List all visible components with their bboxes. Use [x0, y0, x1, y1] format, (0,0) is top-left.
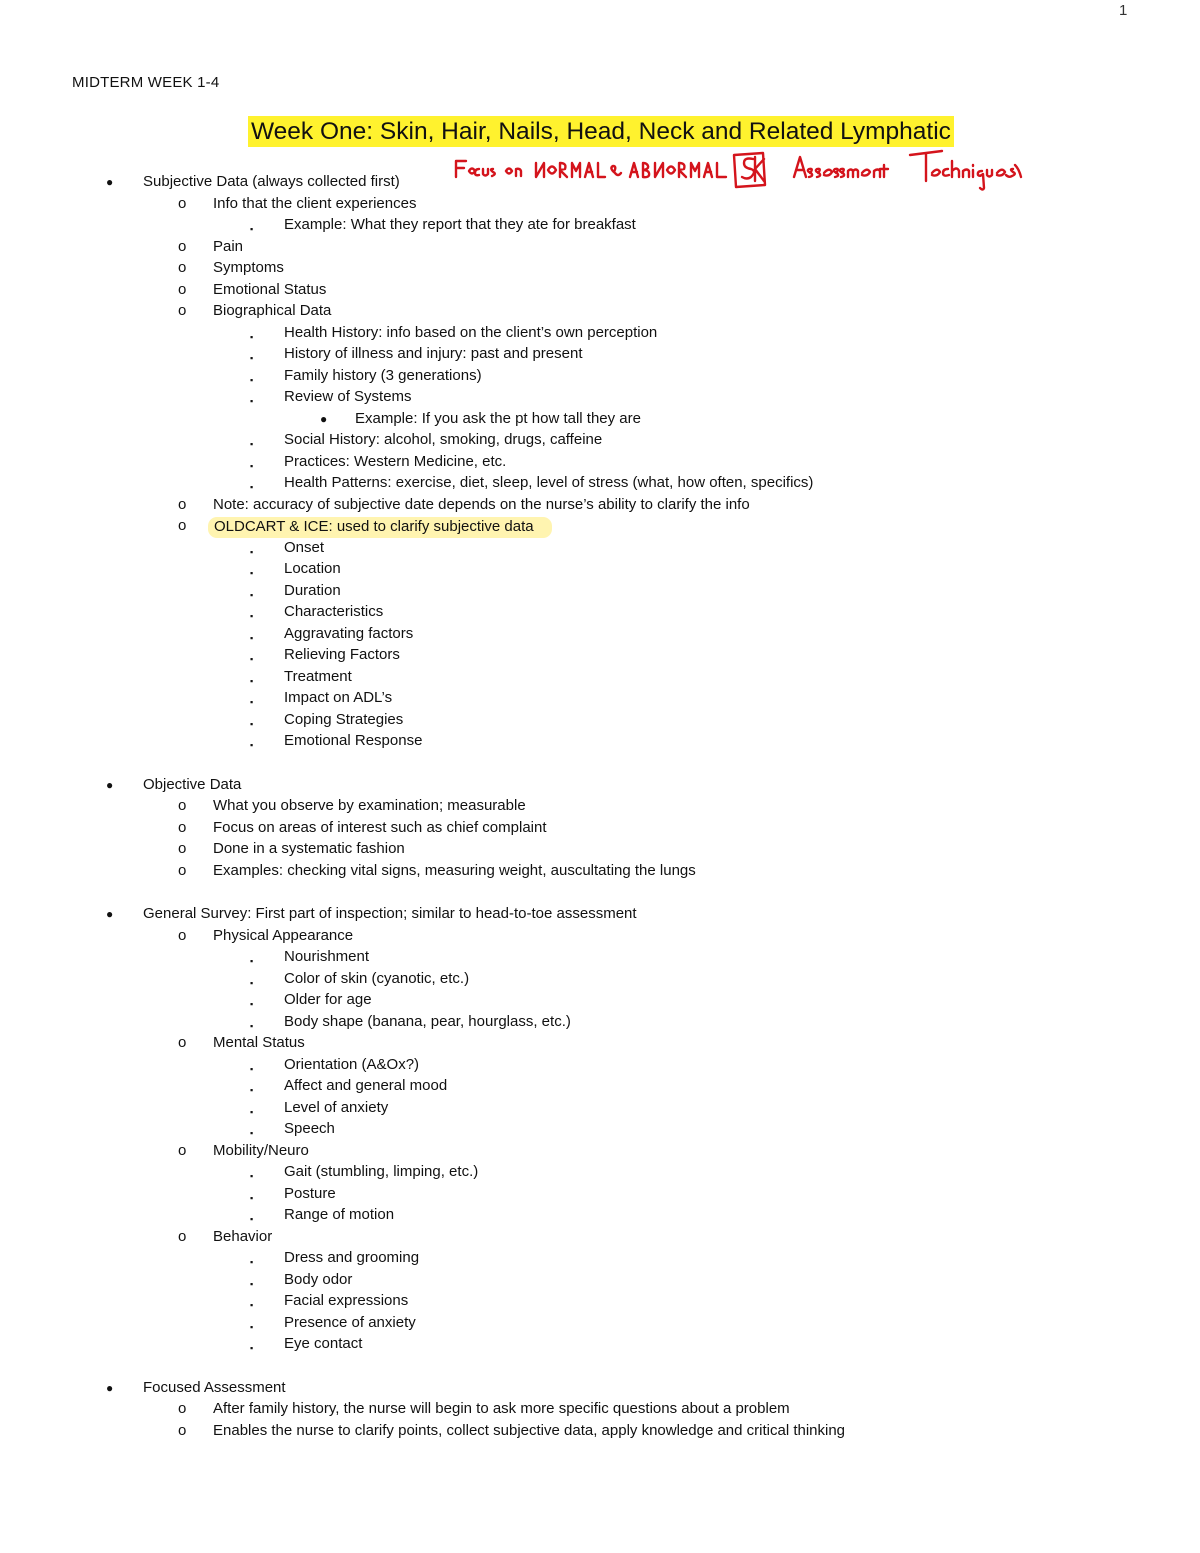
circle-bullet-icon: o — [178, 797, 187, 814]
page-title: Week One: Skin, Hair, Nails, Head, Neck and Related Lymphatic — [248, 116, 954, 147]
circle-bullet-icon: o — [178, 862, 187, 879]
square-bullet-icon: ▪ — [250, 978, 254, 988]
page-number: 1 — [1119, 2, 1128, 19]
highlighted-item-text: OLDCART & ICE: used to clarify subjective data — [208, 517, 552, 538]
square-bullet-icon: ▪ — [250, 396, 254, 406]
item-text: Enables the nurse to clarify points, collect subjective data, apply knowledge and critical thinking — [213, 1422, 846, 1439]
item-text: Range of motion — [284, 1206, 395, 1223]
square-bullet-icon: ▪ — [250, 1257, 254, 1267]
square-bullet-icon: ▪ — [250, 1128, 254, 1138]
item-text: Note: accuracy of subjective date depends on the nurse’s ability to clarify the info — [213, 496, 750, 513]
item-text: Eye contact — [284, 1335, 363, 1352]
item-text: Relieving Factors — [284, 646, 400, 663]
item-text: Impact on ADL’s — [284, 689, 393, 706]
dot-bullet-icon: ● — [320, 412, 328, 426]
item-text: Mental Status — [213, 1034, 305, 1051]
square-bullet-icon: ▪ — [250, 375, 254, 385]
item-text: Practices: Western Medicine, etc. — [284, 453, 507, 470]
circle-bullet-icon: o — [178, 819, 187, 836]
square-bullet-icon: ▪ — [250, 956, 254, 966]
item-text: Posture — [284, 1185, 336, 1202]
item-text: Info that the client experiences — [213, 195, 417, 212]
square-bullet-icon: ▪ — [250, 654, 254, 664]
square-bullet-icon: ▪ — [250, 676, 254, 686]
item-text: Presence of anxiety — [284, 1314, 416, 1331]
circle-bullet-icon: o — [178, 281, 187, 298]
item-text: Mobility/Neuro — [213, 1142, 309, 1159]
item-text: Coping Strategies — [284, 711, 404, 728]
item-text: Color of skin (cyanotic, etc.) — [284, 970, 470, 987]
square-bullet-icon: ▪ — [250, 590, 254, 600]
item-text: Social History: alcohol, smoking, drugs, caffeine — [284, 431, 603, 448]
item-text: Body odor — [284, 1271, 353, 1288]
handwritten-annotation-text: Focus on NORMAL & ABNORMAL [SK] Assessment Techniques — [452, 191, 481, 192]
item-text: Onset — [284, 539, 325, 556]
item-text: Level of anxiety — [284, 1099, 389, 1116]
item-text: Nourishment — [284, 948, 370, 965]
handwritten-annotation — [452, 147, 1027, 193]
item-text: Done in a systematic fashion — [213, 840, 405, 857]
square-bullet-icon: ▪ — [250, 1064, 254, 1074]
item-text: Example: If you ask the pt how tall they are — [355, 410, 641, 427]
square-bullet-icon: ▪ — [250, 1300, 254, 1310]
item-text: Example: What they report that they ate for breakfast — [284, 216, 636, 233]
square-bullet-icon: ▪ — [250, 1279, 254, 1289]
item-text: Pain — [213, 238, 244, 255]
item-text: General Survey: First part of inspection; similar to head-to-toe assessment — [143, 905, 637, 922]
circle-bullet-icon: o — [178, 259, 187, 276]
circle-bullet-icon: o — [178, 1034, 187, 1051]
circle-bullet-icon: o — [178, 1422, 187, 1439]
item-text: Physical Appearance — [213, 927, 354, 944]
dot-bullet-icon: ● — [106, 175, 114, 189]
item-text: What you observe by examination; measurable — [213, 797, 526, 814]
square-bullet-icon: ▪ — [250, 332, 254, 342]
circle-bullet-icon: o — [178, 1142, 187, 1159]
document-header: MIDTERM WEEK 1-4 — [72, 74, 220, 91]
dot-bullet-icon: ● — [106, 1381, 114, 1395]
item-text: Emotional Response — [284, 732, 423, 749]
square-bullet-icon: ▪ — [250, 740, 254, 750]
square-bullet-icon: ▪ — [250, 482, 254, 492]
square-bullet-icon: ▪ — [250, 568, 254, 578]
square-bullet-icon: ▪ — [250, 1085, 254, 1095]
item-text: Emotional Status — [213, 281, 327, 298]
item-text: Health Patterns: exercise, diet, sleep, level of stress (what, how often, specifics) — [284, 474, 814, 491]
item-text: Treatment — [284, 668, 352, 685]
item-text: Symptoms — [213, 259, 284, 276]
square-bullet-icon: ▪ — [250, 1107, 254, 1117]
square-bullet-icon: ▪ — [250, 1343, 254, 1353]
circle-bullet-icon: o — [178, 927, 187, 944]
square-bullet-icon: ▪ — [250, 633, 254, 643]
square-bullet-icon: ▪ — [250, 1214, 254, 1224]
square-bullet-icon: ▪ — [250, 719, 254, 729]
item-text: After family history, the nurse will begin to ask more specific questions about a problem — [213, 1400, 790, 1417]
item-text: Speech — [284, 1120, 335, 1137]
item-text: Location — [284, 560, 341, 577]
square-bullet-icon: ▪ — [250, 611, 254, 621]
circle-bullet-icon: o — [178, 840, 187, 857]
dot-bullet-icon: ● — [106, 907, 114, 921]
circle-bullet-icon: o — [178, 302, 187, 319]
item-text: Characteristics — [284, 603, 384, 620]
square-bullet-icon: ▪ — [250, 224, 254, 234]
item-text: Duration — [284, 582, 341, 599]
item-text: Dress and grooming — [284, 1249, 420, 1266]
item-text: Focused Assessment — [143, 1379, 286, 1396]
item-text: Health History: info based on the client’s own perception — [284, 324, 658, 341]
item-text: Facial expressions — [284, 1292, 409, 1309]
square-bullet-icon: ▪ — [250, 1021, 254, 1031]
item-text: Focus on areas of interest such as chief complaint — [213, 819, 547, 836]
circle-bullet-icon: o — [178, 1400, 187, 1417]
square-bullet-icon: ▪ — [250, 439, 254, 449]
circle-bullet-icon: o — [178, 238, 187, 255]
item-text: Biographical Data — [213, 302, 332, 319]
item-text: Orientation (A&Ox?) — [284, 1056, 420, 1073]
circle-bullet-icon: o — [178, 517, 187, 534]
item-text: Body shape (banana, pear, hourglass, etc.) — [284, 1013, 571, 1030]
item-text: Older for age — [284, 991, 372, 1008]
square-bullet-icon: ▪ — [250, 461, 254, 471]
square-bullet-icon: ▪ — [250, 1322, 254, 1332]
square-bullet-icon: ▪ — [250, 1171, 254, 1181]
item-text: History of illness and injury: past and present — [284, 345, 583, 362]
item-text: Behavior — [213, 1228, 273, 1245]
circle-bullet-icon: o — [178, 496, 187, 513]
item-text: Examples: checking vital signs, measuring weight, auscultating the lungs — [213, 862, 696, 879]
item-text: Affect and general mood — [284, 1077, 448, 1094]
item-text: Family history (3 generations) — [284, 367, 482, 384]
square-bullet-icon: ▪ — [250, 999, 254, 1009]
item-text: Objective Data — [143, 776, 242, 793]
item-text: Aggravating factors — [284, 625, 414, 642]
square-bullet-icon: ▪ — [250, 547, 254, 557]
square-bullet-icon: ▪ — [250, 353, 254, 363]
item-text: Review of Systems — [284, 388, 412, 405]
dot-bullet-icon: ● — [106, 778, 114, 792]
item-text: Subjective Data (always collected first) — [143, 173, 400, 190]
circle-bullet-icon: o — [178, 1228, 187, 1245]
square-bullet-icon: ▪ — [250, 1193, 254, 1203]
square-bullet-icon: ▪ — [250, 697, 254, 707]
circle-bullet-icon: o — [178, 195, 187, 212]
item-text: Gait (stumbling, limping, etc.) — [284, 1163, 479, 1180]
